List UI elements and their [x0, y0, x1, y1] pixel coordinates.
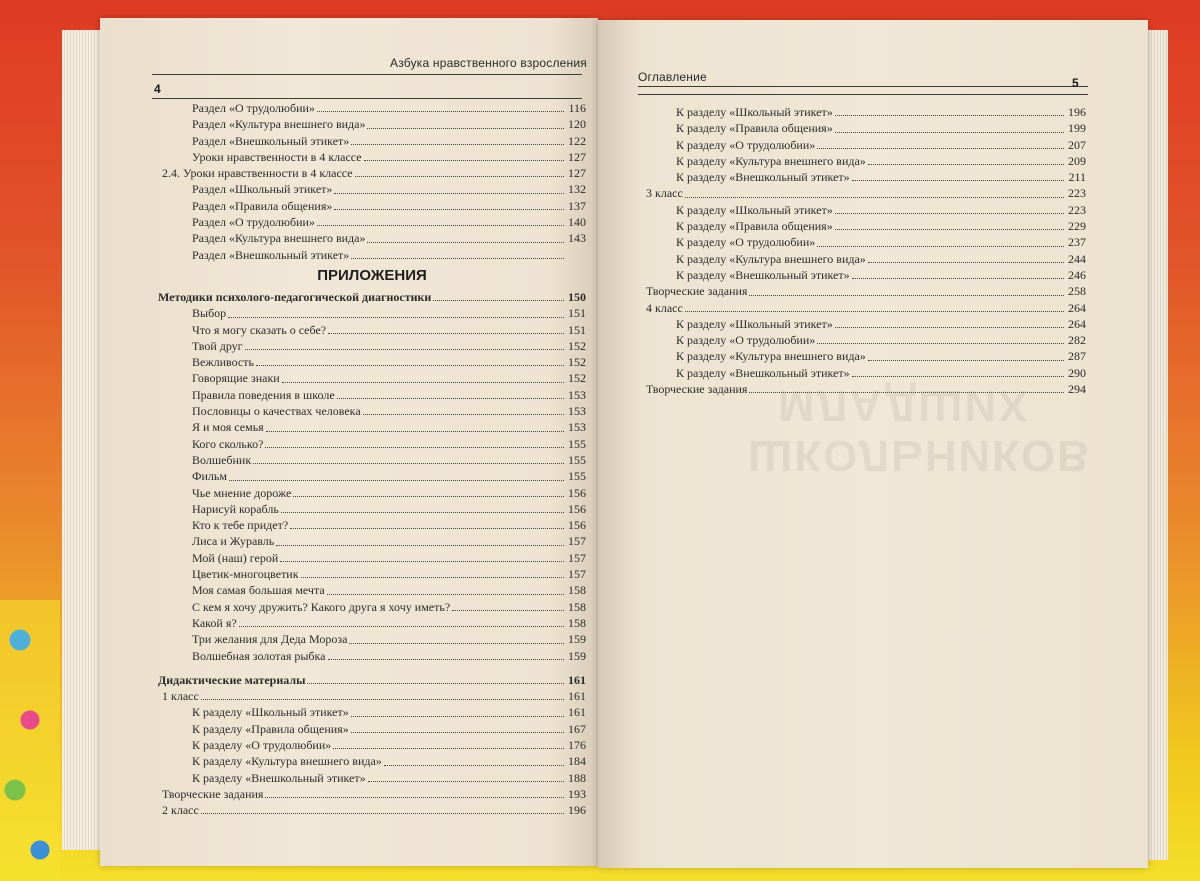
- show-through-text-1: МЛАДШИХ: [778, 381, 1030, 430]
- toc-entry-title: Раздел «Культура внешнего вида»: [192, 117, 366, 132]
- dot-leader: [328, 333, 564, 334]
- dot-leader: [835, 213, 1064, 214]
- toc-entry: [158, 688, 586, 704]
- toc-entry-title: Выбор: [192, 306, 227, 321]
- toc-entry-page: 157: [568, 534, 586, 549]
- header-rule-right-2: [638, 94, 1088, 95]
- toc-entry-page: 196: [568, 803, 586, 818]
- dot-leader: [229, 480, 564, 481]
- dot-leader: [282, 382, 564, 383]
- toc-entry: [158, 403, 586, 419]
- dot-leader: [265, 797, 564, 798]
- page-number-left: 4: [154, 82, 161, 96]
- toc-entry-title: Лиса и Журавль: [192, 534, 275, 549]
- toc-entry-page: 122: [568, 133, 586, 148]
- toc-entry-page: 158: [568, 599, 586, 614]
- dot-leader: [835, 327, 1064, 328]
- toc-entry: [158, 753, 586, 769]
- toc-entry: [158, 436, 586, 452]
- toc-entry: [158, 599, 586, 615]
- dot-leader: [852, 376, 1064, 377]
- dot-leader: [835, 132, 1064, 133]
- dot-leader: [307, 683, 564, 684]
- dot-leader: [239, 626, 564, 627]
- toc-entry-title: Что я могу сказать о себе?: [192, 322, 327, 337]
- toc-entry-title: 4 класс: [646, 300, 683, 315]
- dot-leader: [367, 128, 564, 129]
- toc-entry-page: 152: [568, 355, 586, 370]
- toc-entry: [158, 770, 586, 786]
- toc-entry: [158, 149, 586, 165]
- toc-entry-title: К разделу «О трудолюбии»: [676, 333, 816, 348]
- toc-entry: [158, 198, 586, 214]
- toc-entry-page: 287: [1068, 349, 1086, 364]
- toc-entry-title: Методики психолого-педагогической диагностики: [158, 289, 432, 304]
- toc-entry-title: К разделу «Внешкольный этикет»: [676, 267, 850, 282]
- toc-entry: [642, 283, 1086, 299]
- toc-entry: [158, 214, 586, 230]
- toc-entry: [158, 354, 586, 370]
- toc-entry-title: Уроки нравственности в 4 классе: [192, 149, 362, 164]
- toc-right: [642, 104, 1086, 397]
- toc-entry-page: 132: [568, 182, 586, 197]
- toc-entry-title: Творческие задания: [646, 284, 748, 299]
- toc-entry-title: Раздел «Внешкольный этикет»: [192, 133, 350, 148]
- dot-leader: [228, 317, 564, 318]
- toc-entry-page: 151: [568, 322, 586, 337]
- toc-entry-page: 159: [568, 648, 586, 663]
- toc-entry-page: 158: [568, 615, 586, 630]
- toc-entry-title: Раздел «Внешкольный этикет»: [192, 247, 350, 262]
- toc-entry: [158, 181, 586, 197]
- page-number-right: 5: [1072, 76, 1079, 90]
- toc-entry-title: К разделу «Культура внешнего вида»: [676, 251, 866, 266]
- running-head-right: Оглавление: [638, 70, 707, 84]
- toc-entry-title: К разделу «О трудолюбии»: [676, 235, 816, 250]
- toc-entry: [158, 631, 586, 647]
- running-head-left: Азбука нравственного взросления: [390, 56, 587, 70]
- toc-entry-title: 2 класс: [162, 803, 199, 818]
- toc-entry: [158, 116, 586, 132]
- dot-leader: [280, 561, 564, 562]
- toc-entry-page: 137: [568, 198, 586, 213]
- dot-leader: [817, 246, 1064, 247]
- dot-leader: [368, 781, 564, 782]
- toc-entry: [158, 165, 586, 181]
- dot-leader: [253, 463, 564, 464]
- toc-entry-title: Какой я?: [192, 615, 237, 630]
- dot-leader: [685, 311, 1064, 312]
- toc-entry: [158, 648, 586, 664]
- toc-entry-title: Пословицы о качествах человека: [192, 404, 361, 419]
- toc-entry: [642, 153, 1086, 169]
- dot-leader: [363, 414, 564, 415]
- toc-entry: [642, 202, 1086, 218]
- toc-entry: [642, 120, 1086, 136]
- dot-leader: [835, 229, 1064, 230]
- toc-entry: [642, 218, 1086, 234]
- toc-entry-page: 156: [568, 485, 586, 500]
- toc-entry-page: 127: [568, 166, 586, 181]
- toc-entry: [158, 582, 586, 598]
- toc-entry-page: 150: [568, 289, 586, 304]
- toc-entry-page: 157: [568, 567, 586, 582]
- toc-entry-title: Раздел «Школьный этикет»: [192, 182, 333, 197]
- dot-leader: [817, 343, 1064, 344]
- toc-entry: [158, 247, 586, 263]
- toc-entry-page: 153: [568, 404, 586, 419]
- toc-entry-title: Раздел «Правила общения»: [192, 198, 333, 213]
- toc-entry: [158, 305, 586, 321]
- dot-leader: [334, 209, 564, 210]
- dot-leader: [266, 431, 564, 432]
- dot-leader: [201, 813, 564, 814]
- toc-entry-title: К разделу «Правила общения»: [676, 121, 833, 136]
- toc-entry: [642, 267, 1086, 283]
- toc-entry-page: 196: [1068, 105, 1086, 119]
- toc-entry: [158, 737, 586, 753]
- dot-leader: [327, 594, 564, 595]
- dot-leader: [328, 659, 565, 660]
- toc-entry: [642, 300, 1086, 316]
- toc-entry-title: Творческие задания: [646, 382, 748, 397]
- toc-entry-title: Вежливость: [192, 355, 254, 370]
- dot-leader: [367, 242, 564, 243]
- toc-entry-title: Раздел «О трудолюбии»: [192, 215, 315, 230]
- toc-entry-title: 2.4. Уроки нравственности в 4 классе: [162, 166, 353, 181]
- toc-entry-page: 223: [1068, 186, 1086, 201]
- toc-entry-title: 1 класс: [162, 689, 199, 704]
- dot-leader: [749, 295, 1064, 296]
- dot-leader: [433, 300, 564, 301]
- dot-leader: [868, 164, 1064, 165]
- toc-entry-title: Правила поведения в школе: [192, 387, 335, 402]
- show-through-text-2: ШКОЛЬНИКОВ: [748, 431, 1091, 480]
- toc-entry-page: 159: [568, 632, 586, 647]
- cover-decoration: [0, 600, 60, 881]
- toc-entry-title: Чье мнение дороже: [192, 485, 292, 500]
- toc-entry-title: Раздел «О трудолюбии»: [192, 101, 315, 115]
- dot-leader: [868, 262, 1064, 263]
- toc-entry: [642, 234, 1086, 250]
- toc-entry-page: 244: [1068, 251, 1086, 266]
- toc-entry-page: 156: [568, 518, 586, 533]
- toc-entry-page: 258: [1068, 284, 1086, 299]
- toc-entry: [158, 322, 586, 338]
- toc-entry-page: 152: [568, 371, 586, 386]
- toc-entry-page: 161: [568, 672, 586, 687]
- toc-entry-page: 209: [1068, 153, 1086, 168]
- toc-entry-title: К разделу «Внешкольный этикет»: [676, 365, 850, 380]
- toc-entry-page: 161: [568, 705, 586, 720]
- toc-entry: [158, 387, 586, 403]
- toc-entry-page: 176: [568, 737, 586, 752]
- toc-entry-title: Говорящие знаки: [192, 371, 280, 386]
- toc-entry-page: 151: [568, 306, 586, 321]
- toc-entry: [158, 370, 586, 386]
- dot-leader: [317, 111, 564, 112]
- toc-entry-title: С кем я хочу дружить? Какого друга я хочу иметь?: [192, 599, 451, 614]
- toc-entry-page: 188: [568, 770, 586, 785]
- dot-leader: [868, 360, 1064, 361]
- dot-leader: [265, 447, 564, 448]
- header-rule-left-2: [152, 98, 582, 99]
- toc-entry-title: Нарисуй корабль: [192, 501, 279, 516]
- toc-entry: [642, 169, 1086, 185]
- toc-entry-title: К разделу «О трудолюбии»: [192, 737, 332, 752]
- toc-entry: [158, 452, 586, 468]
- toc-entry: [158, 133, 586, 149]
- toc-left: [158, 100, 586, 818]
- toc-entry: [642, 137, 1086, 153]
- toc-entry: [158, 802, 586, 818]
- toc-entry-title: К разделу «Школьный этикет»: [676, 316, 833, 331]
- toc-entry-page: 143: [568, 231, 586, 246]
- toc-entry: [158, 501, 586, 517]
- toc-entry-page: 193: [568, 786, 586, 801]
- toc-entry: [158, 550, 586, 566]
- toc-entry-page: 153: [568, 420, 586, 435]
- toc-entry-title: К разделу «Школьный этикет»: [192, 705, 349, 720]
- toc-entry-page: 157: [568, 550, 586, 565]
- dot-leader: [276, 545, 564, 546]
- toc-entry-title: Фильм: [192, 469, 227, 484]
- toc-entry-title: Мой (наш) герой: [192, 550, 279, 565]
- toc-entry-page: 290: [1068, 365, 1086, 380]
- dot-leader: [749, 392, 1064, 393]
- toc-entry-page: 127: [568, 149, 586, 164]
- toc-entry-title: Волшебник: [192, 452, 252, 467]
- toc-entry-title: К разделу «Правила общения»: [676, 219, 833, 234]
- toc-entry-title: Дидактические материалы: [158, 672, 306, 687]
- dot-leader: [355, 176, 564, 177]
- toc-entry-title: Твой друг: [192, 338, 243, 353]
- dot-leader: [835, 115, 1064, 116]
- toc-entry-page: 264: [1068, 316, 1086, 331]
- dot-leader: [852, 180, 1064, 181]
- toc-entry-page: 223: [1068, 202, 1086, 217]
- toc-entry-title: 3 класс: [646, 186, 683, 201]
- toc-entry: [158, 566, 586, 582]
- toc-entry: [642, 381, 1086, 397]
- toc-entry: [642, 185, 1086, 201]
- toc-entry-title: Я и моя семья: [192, 420, 264, 435]
- toc-entry-page: 140: [568, 215, 586, 230]
- dot-leader: [384, 765, 564, 766]
- toc-entry-page: 264: [1068, 300, 1086, 315]
- toc-entry-page: 237: [1068, 235, 1086, 250]
- dot-leader: [852, 278, 1064, 279]
- toc-entry-title: К разделу «Школьный этикет»: [676, 202, 833, 217]
- dot-leader: [817, 148, 1064, 149]
- header-rule-left: [152, 74, 582, 75]
- dot-leader: [301, 577, 564, 578]
- toc-entry: [158, 419, 586, 435]
- toc-entry: [158, 230, 586, 246]
- dot-leader: [201, 699, 564, 700]
- toc-entry-page: 294: [1068, 382, 1086, 397]
- toc-entry-title: Цветик-многоцветик: [192, 567, 299, 582]
- toc-entry-page: 153: [568, 387, 586, 402]
- page-edges-left: [62, 30, 102, 850]
- toc-entry-title: Творческие задания: [162, 786, 264, 801]
- toc-entry-page: 184: [568, 754, 586, 769]
- toc-entry-page: 152: [568, 338, 586, 353]
- toc-entry-page: 211: [1068, 170, 1086, 185]
- toc-entry-page: 155: [568, 436, 586, 451]
- page-edges-right: [1146, 30, 1168, 860]
- dot-leader: [281, 512, 564, 513]
- toc-entry: [158, 289, 586, 305]
- toc-entry-title: Три желания для Деда Мороза: [192, 632, 348, 647]
- dot-leader: [685, 197, 1064, 198]
- toc-entry-title: К разделу «Культура внешнего вида»: [676, 153, 866, 168]
- toc-entry-title: К разделу «Школьный этикет»: [676, 105, 833, 119]
- toc-entry: [642, 348, 1086, 364]
- toc-entry: [642, 251, 1086, 267]
- toc-entry: [158, 721, 586, 737]
- toc-entry-title: К разделу «Внешкольный этикет»: [192, 770, 366, 785]
- dot-leader: [351, 732, 564, 733]
- dot-leader: [351, 716, 564, 717]
- toc-entry: [158, 615, 586, 631]
- header-rule-right: [638, 86, 1088, 87]
- toc-entry: [642, 365, 1086, 381]
- toc-entry: [158, 533, 586, 549]
- toc-entry-page: 229: [1068, 219, 1086, 234]
- dot-leader: [290, 528, 564, 529]
- toc-entry-page: 156: [568, 501, 586, 516]
- dot-leader: [349, 643, 564, 644]
- right-page: [598, 20, 1148, 868]
- toc-entry-title: Моя самая большая мечта: [192, 583, 325, 598]
- dot-leader: [317, 225, 564, 226]
- dot-leader: [351, 144, 564, 145]
- toc-entry-title: Кого сколько?: [192, 436, 264, 451]
- toc-entry-title: К разделу «Культура внешнего вида»: [192, 754, 382, 769]
- toc-entry-title: Раздел «Культура внешнего вида»: [192, 231, 366, 246]
- toc-entry-page: 155: [568, 452, 586, 467]
- toc-entry-title: Волшебная золотая рыбка: [192, 648, 326, 663]
- left-page: [100, 18, 598, 866]
- toc-entry-page: 158: [568, 583, 586, 598]
- toc-entry-page: 167: [568, 721, 586, 736]
- toc-entry: [158, 786, 586, 802]
- appendix-heading: ПРИЛОЖЕНИЯ: [317, 266, 427, 284]
- toc-entry-page: 282: [1068, 333, 1086, 348]
- dot-leader: [334, 193, 564, 194]
- dot-leader: [293, 496, 564, 497]
- dot-leader: [245, 349, 564, 350]
- toc-entry: [158, 672, 586, 688]
- toc-entry: [642, 316, 1086, 332]
- toc-entry: [158, 338, 586, 354]
- toc-entry: [642, 104, 1086, 120]
- toc-entry-page: 199: [1068, 121, 1086, 136]
- toc-entry-page: 207: [1068, 137, 1086, 152]
- dot-leader: [333, 748, 564, 749]
- toc-entry-page: 155: [568, 469, 586, 484]
- toc-entry-title: К разделу «О трудолюбии»: [676, 137, 816, 152]
- toc-entry-title: К разделу «Культура внешнего вида»: [676, 349, 866, 364]
- dot-leader: [364, 160, 564, 161]
- toc-entry: [158, 100, 586, 116]
- toc-entry-page: 161: [568, 689, 586, 704]
- toc-entry: [158, 485, 586, 501]
- dot-leader: [256, 365, 564, 366]
- dot-leader: [337, 398, 564, 399]
- toc-entry-page: 120: [568, 117, 586, 132]
- toc-entry-page: 246: [1068, 267, 1086, 282]
- toc-entry: [642, 332, 1086, 348]
- toc-entry: [158, 704, 586, 720]
- dot-leader: [351, 258, 564, 259]
- toc-entry-page: 116: [568, 101, 586, 115]
- dot-leader: [452, 610, 564, 611]
- toc-entry-title: Кто к тебе придет?: [192, 518, 289, 533]
- toc-entry: [158, 517, 586, 533]
- toc-entry: [158, 468, 586, 484]
- toc-entry-title: К разделу «Правила общения»: [192, 721, 349, 736]
- toc-entry-title: К разделу «Внешкольный этикет»: [676, 170, 850, 185]
